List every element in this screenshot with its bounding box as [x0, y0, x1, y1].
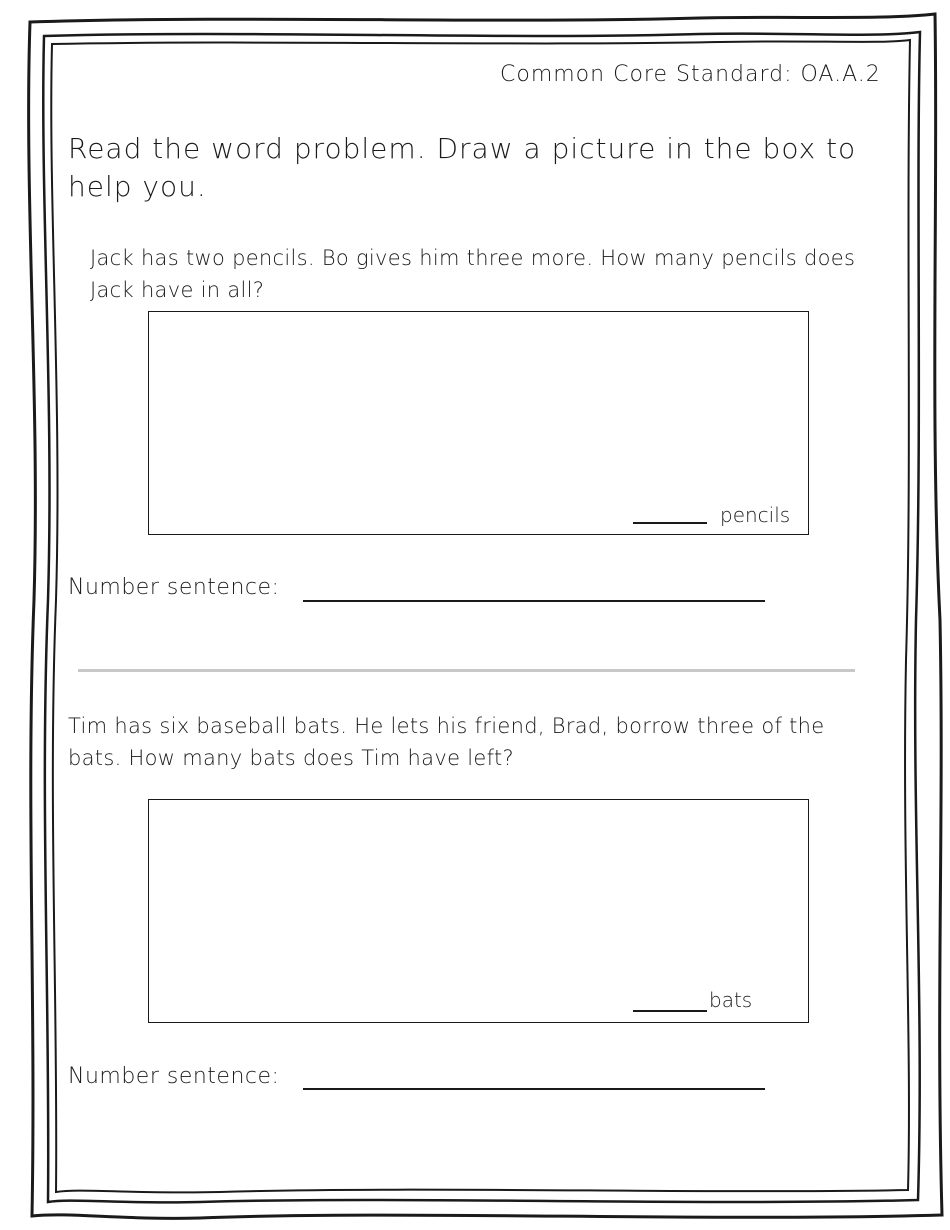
problem-2-text: Tim has six baseball bats. He lets his friend, Brad, borrow three of the bats. How many bats does Tim have left?: [68, 714, 825, 770]
section-divider: [78, 669, 855, 672]
problem-2-sentence-line[interactable]: [303, 1088, 765, 1090]
problem-1-text: Jack has two pencils. Bo gives him three more. How many pencils does Jack have in all?: [90, 246, 856, 302]
problem-1-answer-unit: pencils: [720, 503, 791, 527]
problem-1-answer-blank[interactable]: [633, 500, 707, 524]
problem-2-answer-blank[interactable]: [633, 990, 707, 1012]
problem-1-drawing-box[interactable]: [148, 311, 809, 535]
problem-2-answer-unit: bats: [709, 988, 753, 1012]
problem-2-sentence-label: Number sentence:: [68, 1064, 280, 1089]
standard-label: Common Core Standard: OA.A.2: [500, 62, 881, 87]
problem-1-sentence-line[interactable]: [303, 600, 765, 602]
instructions-text: Read the word problem. Draw a picture in the box to help you.: [68, 132, 857, 203]
problem-1-sentence-label: Number sentence:: [68, 575, 280, 600]
